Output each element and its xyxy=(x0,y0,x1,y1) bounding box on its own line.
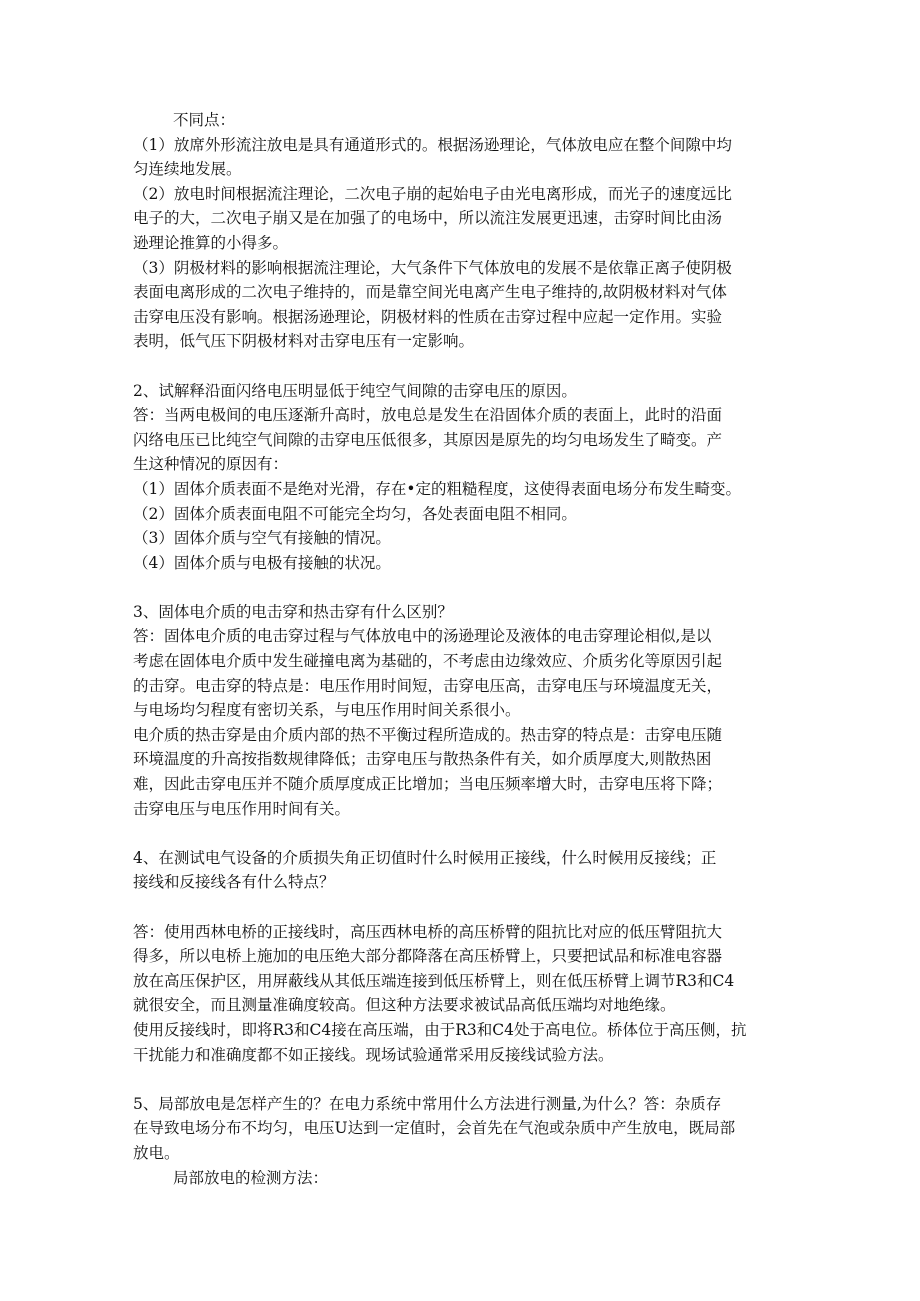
text-line: 答：当两电极间的电压逐渐升高时，放电总是发生在沿固体介质的表面上，此时的沿面 xyxy=(133,406,723,425)
text-line: 就很安全，而且测量准确度较高。但这种方法要求被试品高低压端均对地绝缘。 xyxy=(133,996,676,1015)
text-line: 放电。 xyxy=(133,1143,180,1162)
text-line: （3）固体介质与空气有接触的情况。 xyxy=(133,529,391,548)
text-line: 击穿电压没有影响。根据汤逊理论，阴极材料的性质在击穿过程中应起一定作用。实验 xyxy=(133,307,723,326)
paragraph-gap xyxy=(133,575,813,600)
text-line: 生这种情况的原因有： xyxy=(133,455,289,474)
text-line: 难，因此击穿电压并不随介质厚度成正比增加；当电压频率增大时，击穿电压将下降； xyxy=(133,775,723,794)
section-heading: 不同点： xyxy=(173,111,236,129)
text-line: 匀连续地发展。 xyxy=(133,160,242,179)
text-line: 使用反接线时，即将R3和C4接在高压端，由于R3和C4处于高电位。桥体位于高压侧，抗 xyxy=(133,1020,747,1039)
text-line: 表面电离形成的二次电子维持的，而是靠空间光电离产生电子维持的,故阴极材料对气体 xyxy=(133,283,727,302)
question-line: 2、试解释沿面闪络电压明显低于纯空气间隙的击穿电压的原因。 xyxy=(133,381,577,400)
question-line: 4、在测试电气设备的介质损失角正切值时什么时候用正接线，什么时候用反接线；正 xyxy=(133,848,717,867)
text-line: 得多，所以电桥上施加的电压绝大部分都降落在高压桥臂上，只要把试品和标准电容器 xyxy=(133,947,723,966)
question-line: 3、固体电介质的电击穿和热击穿有什么区别？ xyxy=(133,602,453,621)
text-line: （2）放电时间根据流注理论，二次电子崩的起始电子由光电离形成，而光子的速度远比 xyxy=(133,184,732,203)
question-line: 5、局部放电是怎样产生的？在电力系统中常用什么方法进行测量,为什么？答：杂质存 xyxy=(133,1094,722,1113)
text-line: （1）固体介质表面不是绝对光滑，存在•定的粗糙程度，这使得表面电场分布发生畸变。 xyxy=(133,479,742,498)
paragraph-gap xyxy=(133,895,813,920)
text-line: 考虑在固体电介质中发生碰撞电离为基础的，不考虑由边缘效应、介质劣化等原因引起 xyxy=(133,652,723,671)
text-line: 逊理论推算的小得多。 xyxy=(133,233,289,252)
text-line: 答：使用西林电桥的正接线时，高压西林电桥的高压桥臂的阻抗比对应的低压臂阻抗大 xyxy=(133,922,723,941)
text-line: 答：固体电介质的电击穿过程与气体放电中的汤逊理论及液体的电击穿理论相似,是以 xyxy=(133,627,712,646)
paragraph-gap xyxy=(133,1067,813,1092)
text-line: 的击穿。电击穿的特点是：电压作用时间短，击穿电压高，击穿电压与环境温度无关， xyxy=(133,676,723,695)
section-subheading: 局部放电的检测方法： xyxy=(173,1168,329,1187)
text-line: 干扰能力和准确度都不如正接线。现场试验通常采用反接线试验方法。 xyxy=(133,1045,614,1064)
document-body xyxy=(133,108,813,1190)
text-line: （2）固体介质表面电阻不可能完全均匀，各处表面电阻不相同。 xyxy=(133,504,577,523)
text-line: 表明，低气压下阴极材料对击穿电压有一定影响。 xyxy=(133,332,475,351)
paragraph-gap xyxy=(133,354,813,379)
text-line: 电介质的热击穿是由介质内部的热不平衡过程所造成的。热击穿的特点是：击穿电压随 xyxy=(133,725,723,744)
text-line: （1）放席外形流注放电是具有通道形式的。根据汤逊理论，气体放电应在整个间隙中均 xyxy=(133,135,732,154)
paragraph-gap xyxy=(133,821,813,846)
text-line: 击穿电压与电压作用时间有关。 xyxy=(133,799,351,818)
question-line: 接线和反接线各有什么特点？ xyxy=(133,873,335,892)
text-line: 电子的大，二次电子崩又是在加强了的电场中，所以流注发展更迅速，击穿时间比由汤 xyxy=(133,209,723,228)
text-line: （4）固体介质与电极有接触的状况。 xyxy=(133,553,391,572)
text-line: 环境温度的升高按指数规律降低；击穿电压与散热条件有关，如介质厚度大,则散热困 xyxy=(133,750,712,769)
text-line: 闪络电压已比纯空气间隙的击穿电压低很多，其原因是原先的均匀电场发生了畸变。产 xyxy=(133,430,723,449)
text-line: 与电场均匀程度有密切关系，与电压作用时间关系很小。 xyxy=(133,701,521,720)
text-line: 在导致电场分布不均匀，电压U达到一定值时，会首先在气泡或杂质中产生放电，既局部 xyxy=(133,1119,736,1138)
text-line: 放在高压保护区，用屏蔽线从其低压端连接到低压桥臂上，则在低压桥臂上调节R3和C4 xyxy=(133,971,735,990)
text-line: （3）阴极材料的影响根据流注理论，大气条件下气体放电的发展不是依靠正离子使阴极 xyxy=(133,258,732,277)
